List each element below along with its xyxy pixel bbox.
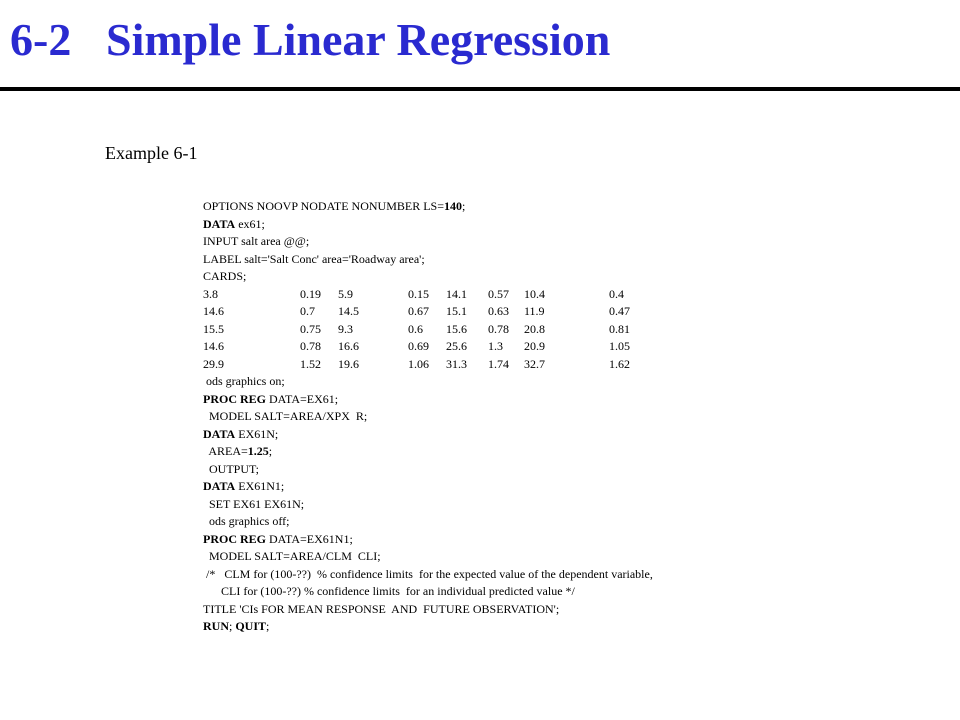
data-cell: 1.62 — [609, 356, 630, 371]
data-cell: 0.81 — [609, 321, 630, 336]
data-cell: 14.6 — [203, 304, 224, 318]
data-cell: 0.15 — [408, 286, 429, 301]
data-cell: 31.3 — [446, 356, 467, 371]
data-cell: 32.7 — [524, 356, 545, 371]
code-line-title: TITLE 'CIs FOR MEAN RESPONSE AND FUTURE OBSERVATION'; — [203, 601, 560, 616]
data-cell: 5.9 — [338, 286, 353, 301]
data-cell: 14.1 — [446, 286, 467, 301]
code-line-run-quit — [203, 618, 903, 636]
code-line-area — [203, 443, 903, 461]
data-cell: 1.74 — [488, 356, 509, 371]
data-statement-text: EX61N; — [235, 426, 279, 441]
data-cell: 9.3 — [338, 321, 353, 336]
data-cell: 15.6 — [446, 321, 467, 336]
slide-title — [10, 12, 610, 68]
code-line-options — [203, 198, 903, 216]
data-keyword: DATA — [203, 426, 236, 441]
data-cell: 11.9 — [524, 304, 545, 318]
data-cell: 0.7 — [300, 304, 315, 318]
data-cell: 0.67 — [408, 304, 429, 318]
area-value: 1.25 — [247, 444, 269, 458]
code-line-label: LABEL salt='Salt Conc' area='Roadway area'; — [203, 251, 425, 266]
options-text: OPTIONS NOOVP NODATE NONUMBER LS= — [203, 199, 445, 213]
data-cell: 0.78 — [488, 321, 509, 336]
data-cell: 16.6 — [338, 339, 359, 353]
data-keyword: DATA — [203, 479, 236, 493]
run-separator: ; — [229, 619, 236, 633]
proc-keyword: PROC REG — [203, 391, 266, 406]
data-row — [203, 338, 903, 356]
data-cell: 0.78 — [300, 339, 321, 353]
data-cell: 20.8 — [524, 321, 545, 336]
data-cell: 1.05 — [609, 339, 630, 353]
code-line-ods-off: ods graphics off; — [203, 514, 290, 528]
code-line-data-ex61 — [203, 216, 903, 234]
data-cell: 1.06 — [408, 356, 429, 371]
code-line-ods-on: ods graphics on; — [203, 374, 285, 388]
run-keyword: RUN — [203, 619, 229, 633]
quit-keyword: QUIT — [235, 619, 267, 633]
data-cell: 0.19 — [300, 286, 321, 301]
title-divider — [0, 87, 960, 91]
data-cell: 10.4 — [524, 286, 545, 301]
code-line-data-ex61n1 — [203, 478, 903, 496]
sas-code-block — [203, 198, 903, 636]
ls-value: 140 — [444, 199, 463, 213]
data-cell: 1.3 — [488, 339, 503, 353]
code-line-comment-1: /* CLM for (100-??) % confidence limits for the expected value of the dependent variable, — [203, 566, 653, 581]
example-label: Example 6-1 — [105, 143, 198, 163]
data-cell: 14.6 — [203, 339, 224, 353]
section-number: 6-2 — [10, 14, 72, 65]
area-end: ; — [268, 444, 273, 458]
data-cell: 20.9 — [524, 339, 545, 353]
data-cell: 0.69 — [408, 339, 429, 353]
code-line-comment-2: CLI for (100-??) % confidence limits for an individual predicted value */ — [203, 584, 575, 598]
code-line-input: INPUT salt area @@; — [203, 234, 310, 248]
code-line-model-1: MODEL SALT=AREA/XPX R; — [203, 409, 368, 423]
code-line-proc-reg-1 — [203, 391, 903, 409]
data-cell: 0.6 — [408, 321, 423, 336]
data-cell: 0.4 — [609, 286, 624, 301]
data-cell: 1.52 — [300, 356, 321, 371]
data-cell: 0.75 — [300, 321, 321, 336]
code-line-set: SET EX61 EX61N; — [203, 496, 305, 511]
data-cell: 19.6 — [338, 356, 359, 371]
data-statement-text: EX61N1; — [235, 479, 285, 493]
quit-end: ; — [266, 619, 270, 633]
data-cell: 15.1 — [446, 304, 467, 318]
options-end: ; — [462, 199, 466, 213]
data-cell: 25.6 — [446, 339, 467, 353]
data-cell: 3.8 — [203, 286, 218, 301]
data-row — [203, 321, 903, 339]
data-cell: 14.5 — [338, 304, 359, 318]
data-row — [203, 286, 903, 304]
code-line-model-2: MODEL SALT=AREA/CLM CLI; — [203, 549, 381, 563]
data-cell: 0.47 — [609, 304, 630, 318]
data-row — [203, 356, 903, 374]
data-statement-text: ex61; — [235, 216, 265, 231]
data-row — [203, 303, 903, 321]
code-line-proc-reg-2 — [203, 531, 903, 549]
code-line-data-ex61n — [203, 426, 903, 444]
data-cell: 0.57 — [488, 286, 509, 301]
proc-statement-text: DATA=EX61N1; — [266, 531, 353, 546]
proc-keyword: PROC REG — [203, 531, 266, 546]
data-cell: 15.5 — [203, 321, 224, 336]
section-title: Simple Linear Regression — [106, 14, 611, 65]
proc-statement-text: DATA=EX61; — [266, 391, 339, 406]
code-line-cards: CARDS; — [203, 269, 247, 283]
area-prefix: AREA= — [203, 444, 248, 458]
code-line-output: OUTPUT; — [203, 461, 260, 476]
data-cell: 29.9 — [203, 356, 224, 371]
data-keyword: DATA — [203, 216, 236, 231]
data-cell: 0.63 — [488, 304, 509, 318]
